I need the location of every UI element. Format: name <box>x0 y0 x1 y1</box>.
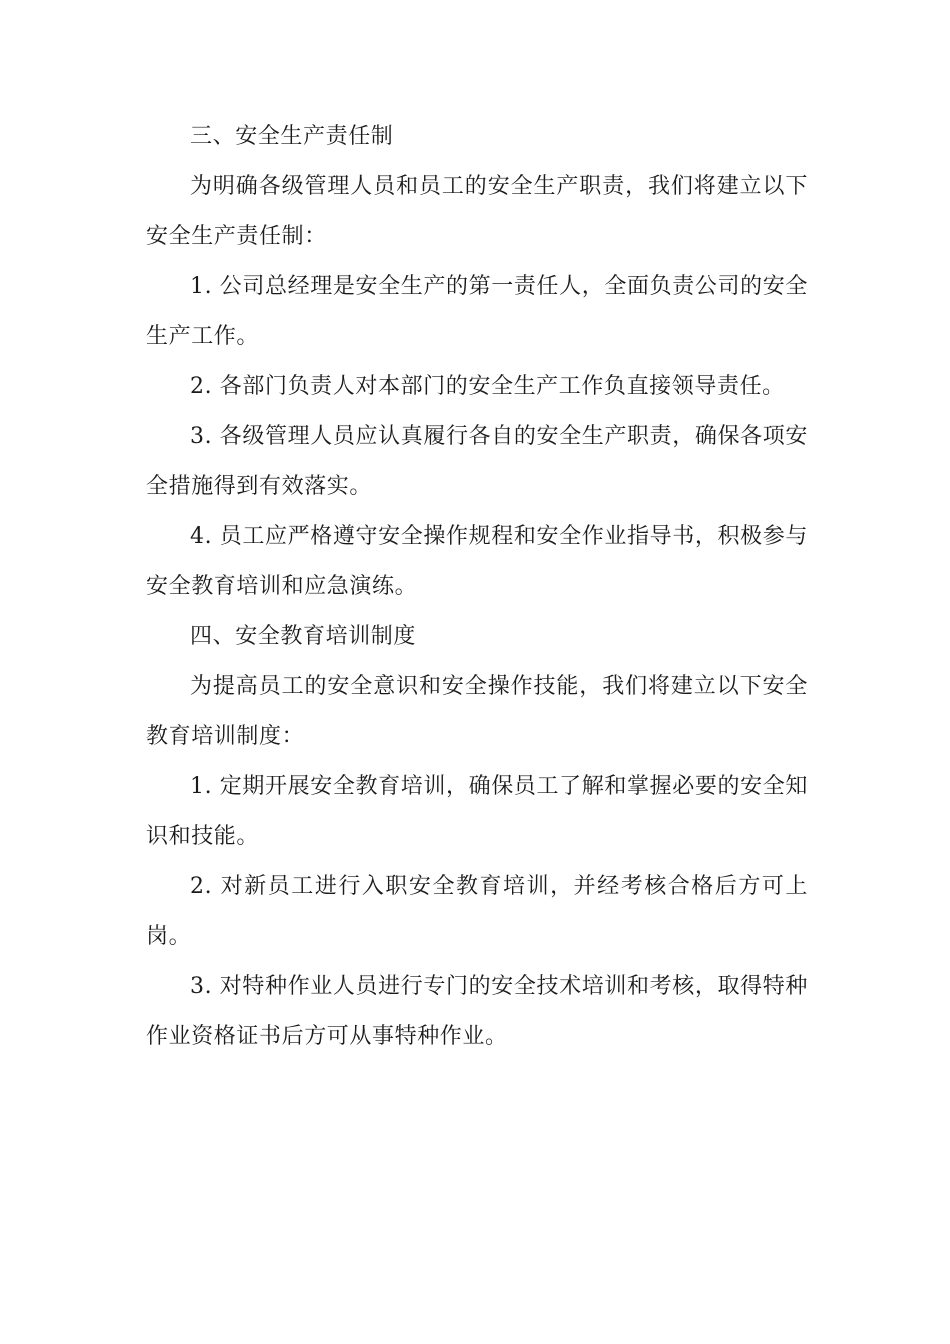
section-heading-safety-responsibility: 三、安全生产责任制 <box>190 124 394 149</box>
list-item-responsibility-1: 1. 公司总经理是安全生产的第一责任人，全面负责公司的安全生产工作。 <box>146 274 808 349</box>
paragraph-intro-responsibility: 为明确各级管理人员和员工的安全生产职责，我们将建立以下安全生产责任制： <box>146 174 808 249</box>
list-item-training-2: 2. 对新员工进行入职安全教育培训，并经考核合格后方可上岗。 <box>146 874 808 949</box>
list-item-training-1: 1. 定期开展安全教育培训，确保员工了解和掌握必要的安全知识和技能。 <box>146 774 808 849</box>
list-item-responsibility-2: 2. 各部门负责人对本部门的安全生产工作负直接领导责任。 <box>190 374 785 399</box>
list-item-responsibility-3: 3. 各级管理人员应认真履行各自的安全生产职责，确保各项安全措施得到有效落实。 <box>146 424 808 499</box>
list-item-training-3: 3. 对特种作业人员进行专门的安全技术培训和考核，取得特种作业资格证书后方可从事特种作业。 <box>146 974 808 1049</box>
section-heading-safety-training: 四、安全教育培训制度 <box>190 624 417 649</box>
list-item-responsibility-4: 4. 员工应严格遵守安全操作规程和安全作业指导书，积极参与安全教育培训和应急演练。 <box>146 524 808 599</box>
document-body <box>146 112 808 1062</box>
paragraph-intro-training: 为提高员工的安全意识和安全操作技能，我们将建立以下安全教育培训制度： <box>146 674 808 749</box>
